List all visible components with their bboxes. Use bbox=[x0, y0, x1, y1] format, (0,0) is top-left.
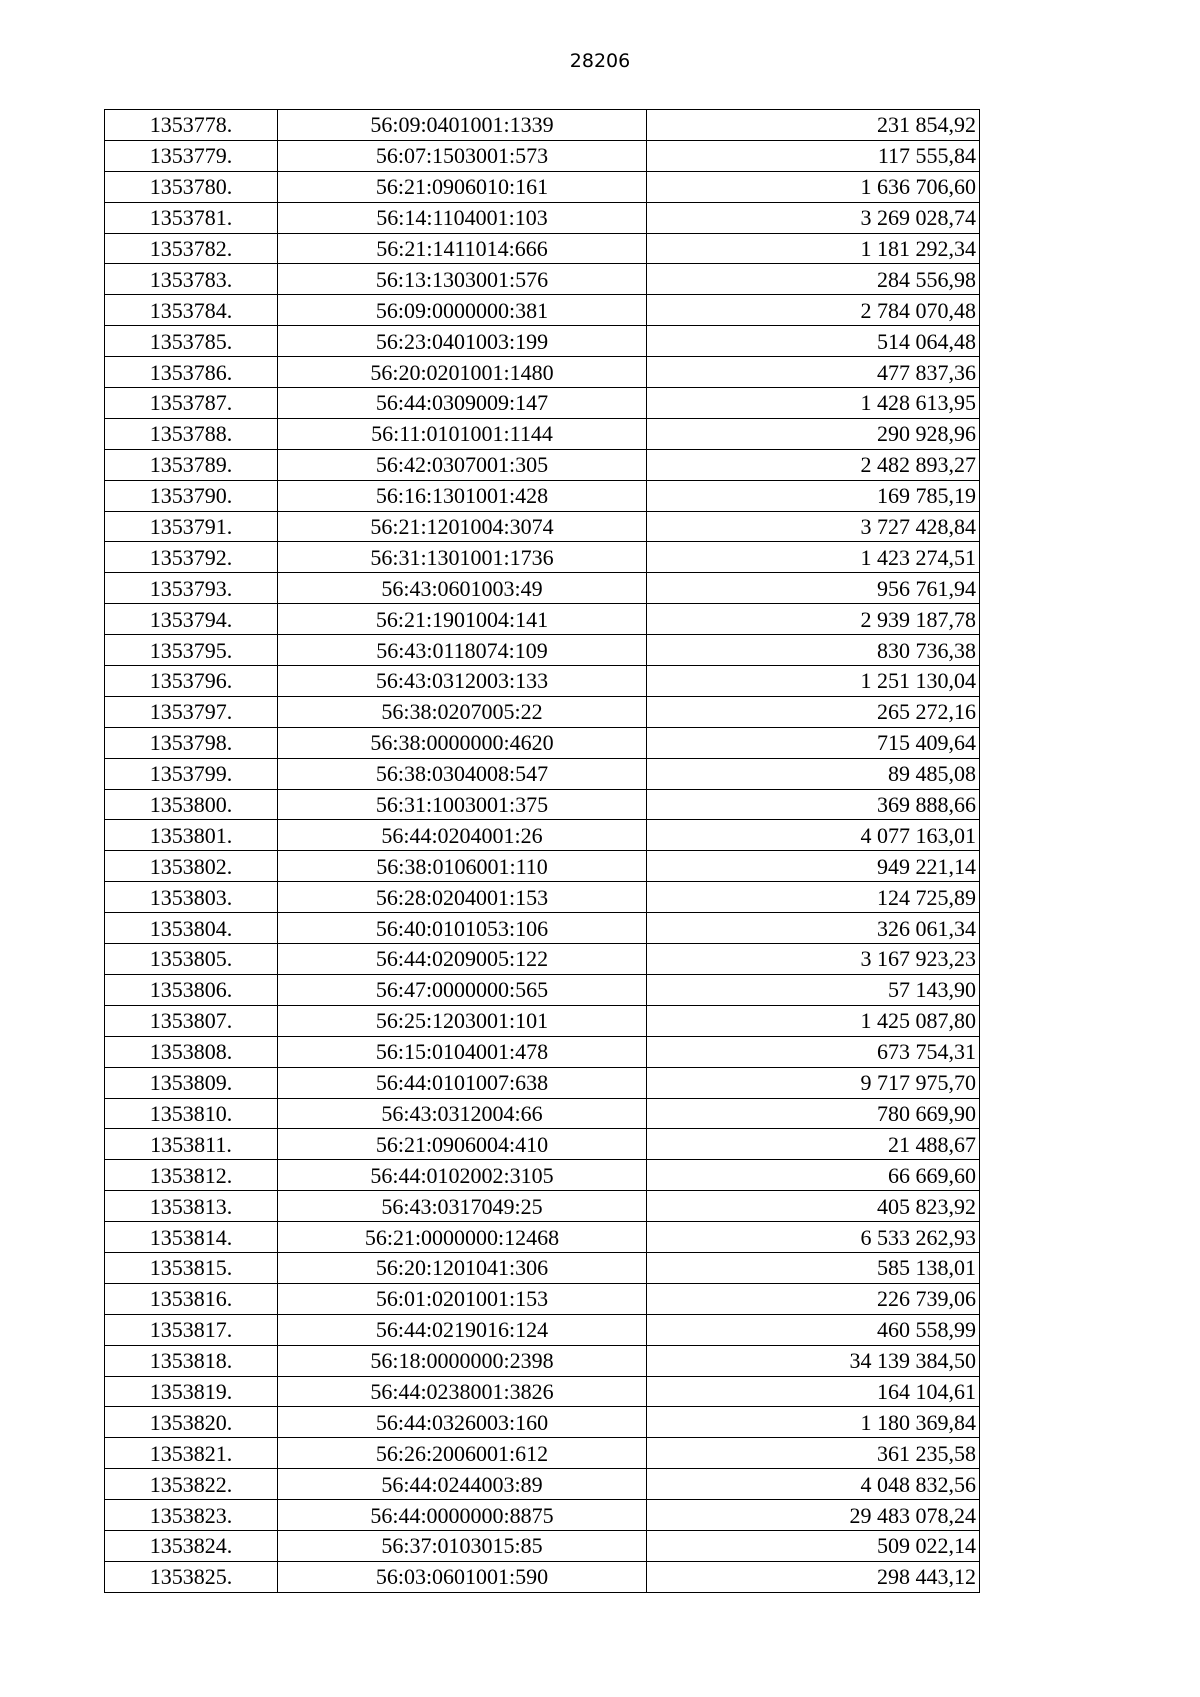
value-cell: 509 022,14 bbox=[647, 1530, 980, 1561]
cadastral-number-cell: 56:44:0000000:8875 bbox=[278, 1500, 647, 1531]
table-row bbox=[105, 1067, 980, 1098]
value-cell: 117 555,84 bbox=[647, 140, 980, 171]
row-number-cell: 1353780. bbox=[105, 171, 278, 202]
table-row bbox=[105, 1376, 980, 1407]
row-number-cell: 1353815. bbox=[105, 1252, 278, 1283]
cadastral-number-cell: 56:44:0204001:26 bbox=[278, 820, 647, 851]
row-number-cell: 1353813. bbox=[105, 1191, 278, 1222]
cadastral-number-cell: 56:44:0102002:3105 bbox=[278, 1160, 647, 1191]
value-cell: 2 939 187,78 bbox=[647, 604, 980, 635]
value-cell: 1 251 130,04 bbox=[647, 666, 980, 697]
cadastral-number-cell: 56:44:0326003:160 bbox=[278, 1407, 647, 1438]
row-number-cell: 1353785. bbox=[105, 326, 278, 357]
value-cell: 949 221,14 bbox=[647, 851, 980, 882]
row-number-cell: 1353811. bbox=[105, 1129, 278, 1160]
value-cell: 1 180 369,84 bbox=[647, 1407, 980, 1438]
cadastral-number-cell: 56:13:1303001:576 bbox=[278, 264, 647, 295]
row-number-cell: 1353809. bbox=[105, 1067, 278, 1098]
table-row bbox=[105, 1160, 980, 1191]
cadastral-number-cell: 56:21:1411014:666 bbox=[278, 233, 647, 264]
value-cell: 3 167 923,23 bbox=[647, 944, 980, 975]
row-number-cell: 1353818. bbox=[105, 1345, 278, 1376]
row-number-cell: 1353810. bbox=[105, 1098, 278, 1129]
cadastral-number-cell: 56:16:1301001:428 bbox=[278, 480, 647, 511]
cadastral-number-cell: 56:44:0101007:638 bbox=[278, 1067, 647, 1098]
value-cell: 460 558,99 bbox=[647, 1314, 980, 1345]
value-cell: 1 428 613,95 bbox=[647, 388, 980, 419]
table-row bbox=[105, 202, 980, 233]
table-row bbox=[105, 295, 980, 326]
table-row bbox=[105, 1036, 980, 1067]
cadastral-number-cell: 56:43:0601003:49 bbox=[278, 573, 647, 604]
row-number-cell: 1353794. bbox=[105, 604, 278, 635]
table-row bbox=[105, 1252, 980, 1283]
cadastral-number-cell: 56:44:0238001:3826 bbox=[278, 1376, 647, 1407]
value-cell: 361 235,58 bbox=[647, 1438, 980, 1469]
cadastral-number-cell: 56:43:0312003:133 bbox=[278, 666, 647, 697]
row-number-cell: 1353784. bbox=[105, 295, 278, 326]
table-row bbox=[105, 542, 980, 573]
table-row bbox=[105, 727, 980, 758]
cadastral-number-cell: 56:21:0906004:410 bbox=[278, 1129, 647, 1160]
row-number-cell: 1353802. bbox=[105, 851, 278, 882]
value-cell: 290 928,96 bbox=[647, 418, 980, 449]
value-cell: 3 727 428,84 bbox=[647, 511, 980, 542]
row-number-cell: 1353779. bbox=[105, 140, 278, 171]
table-row bbox=[105, 944, 980, 975]
cadastral-number-cell: 56:42:0307001:305 bbox=[278, 449, 647, 480]
row-number-cell: 1353803. bbox=[105, 882, 278, 913]
table-row bbox=[105, 758, 980, 789]
value-cell: 2 482 893,27 bbox=[647, 449, 980, 480]
row-number-cell: 1353805. bbox=[105, 944, 278, 975]
cadastral-number-cell: 56:14:1104001:103 bbox=[278, 202, 647, 233]
table-row bbox=[105, 511, 980, 542]
table-row bbox=[105, 974, 980, 1005]
table-row bbox=[105, 1222, 980, 1253]
cadastral-number-cell: 56:47:0000000:565 bbox=[278, 974, 647, 1005]
table-row bbox=[105, 1345, 980, 1376]
value-cell: 66 669,60 bbox=[647, 1160, 980, 1191]
row-number-cell: 1353782. bbox=[105, 233, 278, 264]
value-cell: 2 784 070,48 bbox=[647, 295, 980, 326]
table-row bbox=[105, 233, 980, 264]
value-cell: 780 669,90 bbox=[647, 1098, 980, 1129]
table-row bbox=[105, 264, 980, 295]
value-cell: 298 443,12 bbox=[647, 1561, 980, 1592]
value-cell: 9 717 975,70 bbox=[647, 1067, 980, 1098]
table-row bbox=[105, 666, 980, 697]
value-cell: 265 272,16 bbox=[647, 696, 980, 727]
table-row bbox=[105, 696, 980, 727]
row-number-cell: 1353806. bbox=[105, 974, 278, 1005]
value-cell: 830 736,38 bbox=[647, 635, 980, 666]
table-row bbox=[105, 140, 980, 171]
row-number-cell: 1353787. bbox=[105, 388, 278, 419]
cadastral-number-cell: 56:15:0104001:478 bbox=[278, 1036, 647, 1067]
table-row bbox=[105, 1098, 980, 1129]
cadastral-number-cell: 56:38:0000000:4620 bbox=[278, 727, 647, 758]
cadastral-number-cell: 56:01:0201001:153 bbox=[278, 1283, 647, 1314]
row-number-cell: 1353820. bbox=[105, 1407, 278, 1438]
row-number-cell: 1353793. bbox=[105, 573, 278, 604]
value-cell: 673 754,31 bbox=[647, 1036, 980, 1067]
cadastral-number-cell: 56:44:0309009:147 bbox=[278, 388, 647, 419]
row-number-cell: 1353801. bbox=[105, 820, 278, 851]
value-cell: 57 143,90 bbox=[647, 974, 980, 1005]
row-number-cell: 1353791. bbox=[105, 511, 278, 542]
value-cell: 369 888,66 bbox=[647, 789, 980, 820]
value-cell: 514 064,48 bbox=[647, 326, 980, 357]
value-cell: 1 181 292,34 bbox=[647, 233, 980, 264]
row-number-cell: 1353786. bbox=[105, 357, 278, 388]
cadastral-number-cell: 56:44:0209005:122 bbox=[278, 944, 647, 975]
value-cell: 164 104,61 bbox=[647, 1376, 980, 1407]
value-cell: 231 854,92 bbox=[647, 110, 980, 141]
cadastral-number-cell: 56:31:1003001:375 bbox=[278, 789, 647, 820]
row-number-cell: 1353819. bbox=[105, 1376, 278, 1407]
cadastral-number-cell: 56:40:0101053:106 bbox=[278, 913, 647, 944]
value-cell: 956 761,94 bbox=[647, 573, 980, 604]
cadastral-number-cell: 56:21:0906010:161 bbox=[278, 171, 647, 202]
cadastral-number-cell: 56:38:0304008:547 bbox=[278, 758, 647, 789]
row-number-cell: 1353783. bbox=[105, 264, 278, 295]
row-number-cell: 1353781. bbox=[105, 202, 278, 233]
cadastral-number-cell: 56:20:1201041:306 bbox=[278, 1252, 647, 1283]
table-row bbox=[105, 1283, 980, 1314]
value-cell: 6 533 262,93 bbox=[647, 1222, 980, 1253]
table-row bbox=[105, 1469, 980, 1500]
row-number-cell: 1353788. bbox=[105, 418, 278, 449]
table-row bbox=[105, 1191, 980, 1222]
table-row bbox=[105, 1561, 980, 1592]
value-cell: 585 138,01 bbox=[647, 1252, 980, 1283]
row-number-cell: 1353822. bbox=[105, 1469, 278, 1500]
value-cell: 21 488,67 bbox=[647, 1129, 980, 1160]
value-cell: 34 139 384,50 bbox=[647, 1345, 980, 1376]
row-number-cell: 1353799. bbox=[105, 758, 278, 789]
cadastral-number-cell: 56:23:0401003:199 bbox=[278, 326, 647, 357]
table-row bbox=[105, 480, 980, 511]
table-row bbox=[105, 1530, 980, 1561]
table-row bbox=[105, 789, 980, 820]
registry-table-body bbox=[105, 110, 980, 1593]
row-number-cell: 1353816. bbox=[105, 1283, 278, 1314]
value-cell: 29 483 078,24 bbox=[647, 1500, 980, 1531]
cadastral-number-cell: 56:07:1503001:573 bbox=[278, 140, 647, 171]
cadastral-number-cell: 56:21:1901004:141 bbox=[278, 604, 647, 635]
value-cell: 477 837,36 bbox=[647, 357, 980, 388]
cadastral-number-cell: 56:43:0317049:25 bbox=[278, 1191, 647, 1222]
row-number-cell: 1353825. bbox=[105, 1561, 278, 1592]
table-row bbox=[105, 110, 980, 141]
table-row bbox=[105, 1129, 980, 1160]
cadastral-number-cell: 56:11:0101001:1144 bbox=[278, 418, 647, 449]
value-cell: 3 269 028,74 bbox=[647, 202, 980, 233]
table-row bbox=[105, 635, 980, 666]
table-row bbox=[105, 418, 980, 449]
row-number-cell: 1353789. bbox=[105, 449, 278, 480]
cadastral-number-cell: 56:25:1203001:101 bbox=[278, 1005, 647, 1036]
table-row bbox=[105, 851, 980, 882]
cadastral-number-cell: 56:38:0106001:110 bbox=[278, 851, 647, 882]
row-number-cell: 1353824. bbox=[105, 1530, 278, 1561]
value-cell: 715 409,64 bbox=[647, 727, 980, 758]
row-number-cell: 1353798. bbox=[105, 727, 278, 758]
row-number-cell: 1353792. bbox=[105, 542, 278, 573]
cadastral-number-cell: 56:43:0312004:66 bbox=[278, 1098, 647, 1129]
row-number-cell: 1353812. bbox=[105, 1160, 278, 1191]
cadastral-number-cell: 56:37:0103015:85 bbox=[278, 1530, 647, 1561]
row-number-cell: 1353804. bbox=[105, 913, 278, 944]
value-cell: 4 077 163,01 bbox=[647, 820, 980, 851]
row-number-cell: 1353814. bbox=[105, 1222, 278, 1253]
table-row bbox=[105, 1314, 980, 1345]
table-row bbox=[105, 1407, 980, 1438]
row-number-cell: 1353796. bbox=[105, 666, 278, 697]
table-row bbox=[105, 820, 980, 851]
value-cell: 169 785,19 bbox=[647, 480, 980, 511]
row-number-cell: 1353790. bbox=[105, 480, 278, 511]
cadastral-number-cell: 56:43:0118074:109 bbox=[278, 635, 647, 666]
cadastral-number-cell: 56:28:0204001:153 bbox=[278, 882, 647, 913]
cadastral-number-cell: 56:38:0207005:22 bbox=[278, 696, 647, 727]
table-row bbox=[105, 388, 980, 419]
registry-table bbox=[104, 109, 980, 1593]
value-cell: 89 485,08 bbox=[647, 758, 980, 789]
table-row bbox=[105, 1500, 980, 1531]
value-cell: 4 048 832,56 bbox=[647, 1469, 980, 1500]
table-row bbox=[105, 1005, 980, 1036]
table-row bbox=[105, 171, 980, 202]
row-number-cell: 1353797. bbox=[105, 696, 278, 727]
table-row bbox=[105, 326, 980, 357]
cadastral-number-cell: 56:31:1301001:1736 bbox=[278, 542, 647, 573]
value-cell: 124 725,89 bbox=[647, 882, 980, 913]
row-number-cell: 1353817. bbox=[105, 1314, 278, 1345]
row-number-cell: 1353823. bbox=[105, 1500, 278, 1531]
row-number-cell: 1353808. bbox=[105, 1036, 278, 1067]
row-number-cell: 1353795. bbox=[105, 635, 278, 666]
table-row bbox=[105, 882, 980, 913]
value-cell: 284 556,98 bbox=[647, 264, 980, 295]
cadastral-number-cell: 56:44:0219016:124 bbox=[278, 1314, 647, 1345]
row-number-cell: 1353821. bbox=[105, 1438, 278, 1469]
table-row bbox=[105, 573, 980, 604]
cadastral-number-cell: 56:26:2006001:612 bbox=[278, 1438, 647, 1469]
row-number-cell: 1353778. bbox=[105, 110, 278, 141]
table-row bbox=[105, 1438, 980, 1469]
row-number-cell: 1353800. bbox=[105, 789, 278, 820]
value-cell: 1 423 274,51 bbox=[647, 542, 980, 573]
cadastral-number-cell: 56:18:0000000:2398 bbox=[278, 1345, 647, 1376]
cadastral-number-cell: 56:03:0601001:590 bbox=[278, 1561, 647, 1592]
cadastral-number-cell: 56:44:0244003:89 bbox=[278, 1469, 647, 1500]
value-cell: 1 636 706,60 bbox=[647, 171, 980, 202]
table-row bbox=[105, 604, 980, 635]
page-number: 28206 bbox=[569, 50, 631, 72]
value-cell: 1 425 087,80 bbox=[647, 1005, 980, 1036]
cadastral-number-cell: 56:09:0000000:381 bbox=[278, 295, 647, 326]
cadastral-number-cell: 56:21:0000000:12468 bbox=[278, 1222, 647, 1253]
table-row bbox=[105, 449, 980, 480]
value-cell: 226 739,06 bbox=[647, 1283, 980, 1314]
table-row bbox=[105, 913, 980, 944]
value-cell: 326 061,34 bbox=[647, 913, 980, 944]
value-cell: 405 823,92 bbox=[647, 1191, 980, 1222]
table-row bbox=[105, 357, 980, 388]
cadastral-number-cell: 56:09:0401001:1339 bbox=[278, 110, 647, 141]
cadastral-number-cell: 56:21:1201004:3074 bbox=[278, 511, 647, 542]
cadastral-number-cell: 56:20:0201001:1480 bbox=[278, 357, 647, 388]
row-number-cell: 1353807. bbox=[105, 1005, 278, 1036]
